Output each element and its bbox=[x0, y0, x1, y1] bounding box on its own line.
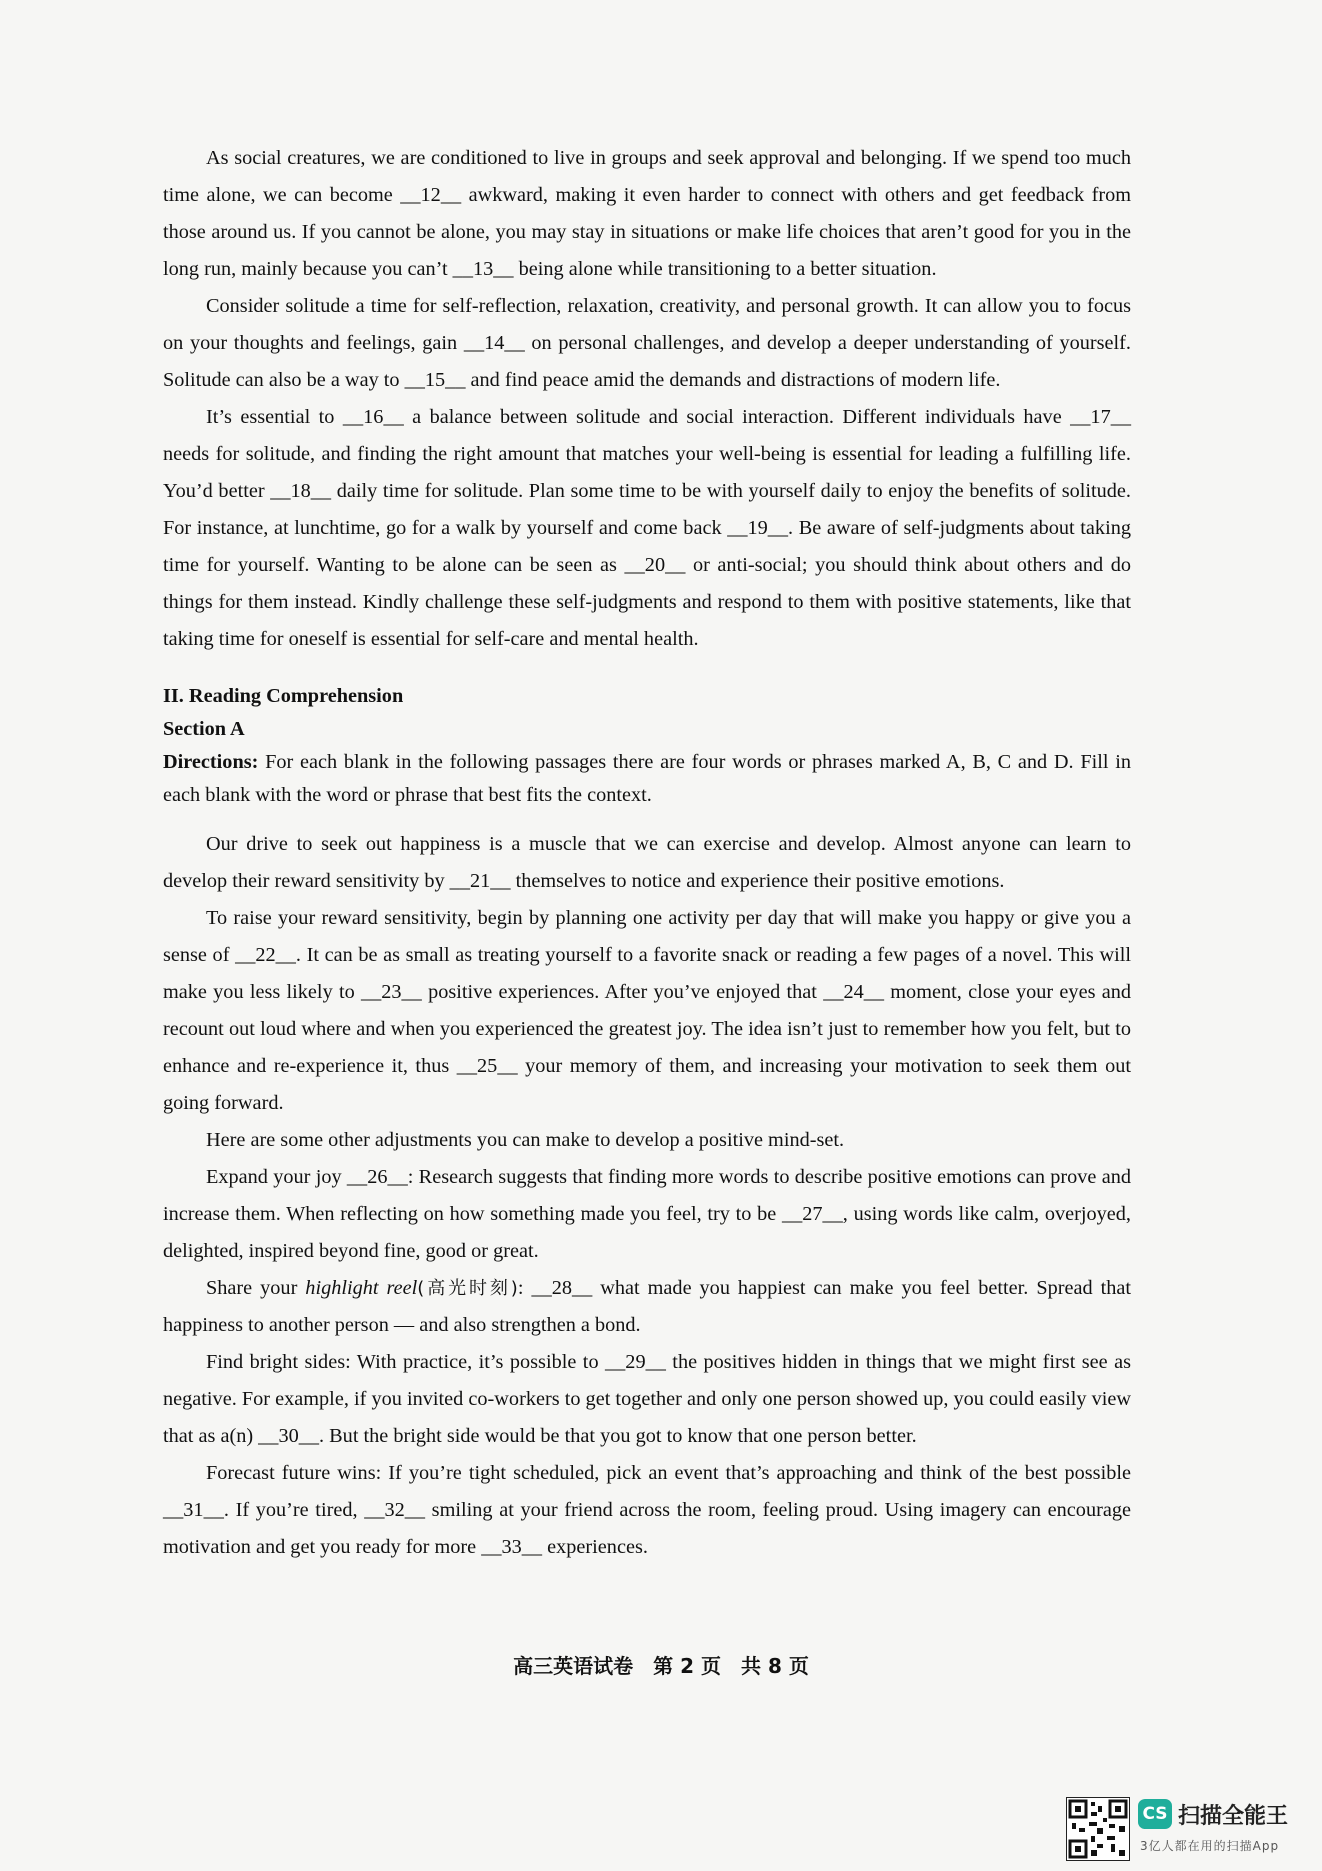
text-run: : __28__ what made you happiest can make you feel better. Spread that happiness to another person — and also strengthen a bond. bbox=[163, 1277, 1132, 1336]
watermark-subtitle: 3亿人都在用的扫描App bbox=[1140, 1839, 1280, 1853]
passage-paragraph: Find bright sides: With practice, it’s possible to __29__ the positives hidden in things that we might first see as negative. For example, if you invited co-workers to get together and only one person showed up, you could easily view that as a(n) __30__. But the bright side would be that you got to know that one person better. bbox=[163, 1351, 1131, 1447]
passage-paragraph: Forecast future wins: If you’re tight scheduled, pick an event that’s approaching and think of the best possible __31__. If you’re tired, __32__ smiling at your friend across the room, feeling proud. Using imagery can encourage motivation and get you ready for more __33__ experiences. bbox=[163, 1462, 1131, 1558]
passage-paragraph: Expand your joy __26__: Research suggests that finding more words to describe positive emotions can prove and increase them. When reflecting on how something made you feel, try to be __27__, using words like calm, overjoyed, delighted, inspired beyond fine, good or great. bbox=[163, 1166, 1131, 1262]
qr-code-icon bbox=[1066, 1797, 1130, 1861]
watermark-title: 扫描全能王 bbox=[1178, 1804, 1289, 1829]
passage-paragraph: To raise your reward sensitivity, begin by planning one activity per day that will make you happy or give you a sense of __22__. It can be as small as treating yourself to a favorite snack or reading a few pages of a novel. This will make you less likely to __23__ positive experiences. After you’ve enjoyed that __24__ moment, close your eyes and recount out loud where and when you experienced the greatest joy. The idea isn’t just to remember how you felt, but to enhance and re-experience it, thus __25__ your memory of them, and increasing your motivation to seek them out going forward. bbox=[163, 907, 1131, 1114]
directions bbox=[163, 746, 1131, 812]
section-heading: II. Reading Comprehension bbox=[163, 685, 404, 707]
text-run: Share your bbox=[206, 1277, 306, 1299]
chinese-gloss: (高光时刻) bbox=[417, 1278, 518, 1299]
passage-paragraph: Consider solitude a time for self-reflection, relaxation, creativity, and personal growth. It can allow you to focus on your thoughts and feelings, gain __14__ on personal challenges, and develop a deeper understanding of yourself. Solitude can also be a way to __15__ and find peace amid the demands and distractions of modern life. bbox=[163, 295, 1131, 391]
passage-paragraph-highlight bbox=[163, 1270, 1131, 1344]
camscanner-logo-icon: CS bbox=[1138, 1799, 1172, 1829]
passage-paragraph: Our drive to seek out happiness is a muscle that we can exercise and develop. Almost anyone can learn to develop their reward sensitivity by __21__ themselves to notice and experience their positive emotions. bbox=[163, 833, 1131, 892]
directions-text: For each blank in the following passages there are four words or phrases marked A, B, C and D. Fill in each blank with the word or phrase that best fits the context. bbox=[163, 751, 1131, 806]
scanner-watermark bbox=[1066, 1797, 1316, 1865]
passage-paragraph: Here are some other adjustments you can make to develop a positive mind-set. bbox=[206, 1129, 845, 1151]
page-footer: 高三英语试卷 第 2 页 共 8 页 bbox=[513, 1654, 809, 1678]
section-subheading: Section A bbox=[163, 718, 245, 740]
directions-label: Directions: bbox=[163, 751, 259, 773]
italic-term: highlight reel bbox=[305, 1277, 418, 1299]
page-content bbox=[163, 140, 1131, 1566]
passage-paragraph: As social creatures, we are conditioned to live in groups and seek approval and belonging. If we spend too much time alone, we can become __12__ awkward, making it even harder to connect with others and get feedback from those around us. If you cannot be alone, you may stay in situations or make life choices that aren’t good for you in the long run, mainly because you can’t __13__ being alone while transitioning to a better situation. bbox=[163, 147, 1131, 280]
passage-paragraph: It’s essential to __16__ a balance between solitude and social interaction. Different individuals have __17__ needs for solitude, and finding the right amount that matches your well-being is essential for leading a fulfilling life. You’d better __18__ daily time for solitude. Plan some time to be with yourself daily to enjoy the benefits of solitude. For instance, at lunchtime, go for a walk by yourself and come back __19__. Be aware of self-judgments about taking time for yourself. Wanting to be alone can be seen as __20__ or anti-social; you should think about others and do things for them instead. Kindly challenge these self-judgments and respond to them with positive statements, like that taking time for oneself is essential for self-care and mental health. bbox=[163, 406, 1131, 650]
